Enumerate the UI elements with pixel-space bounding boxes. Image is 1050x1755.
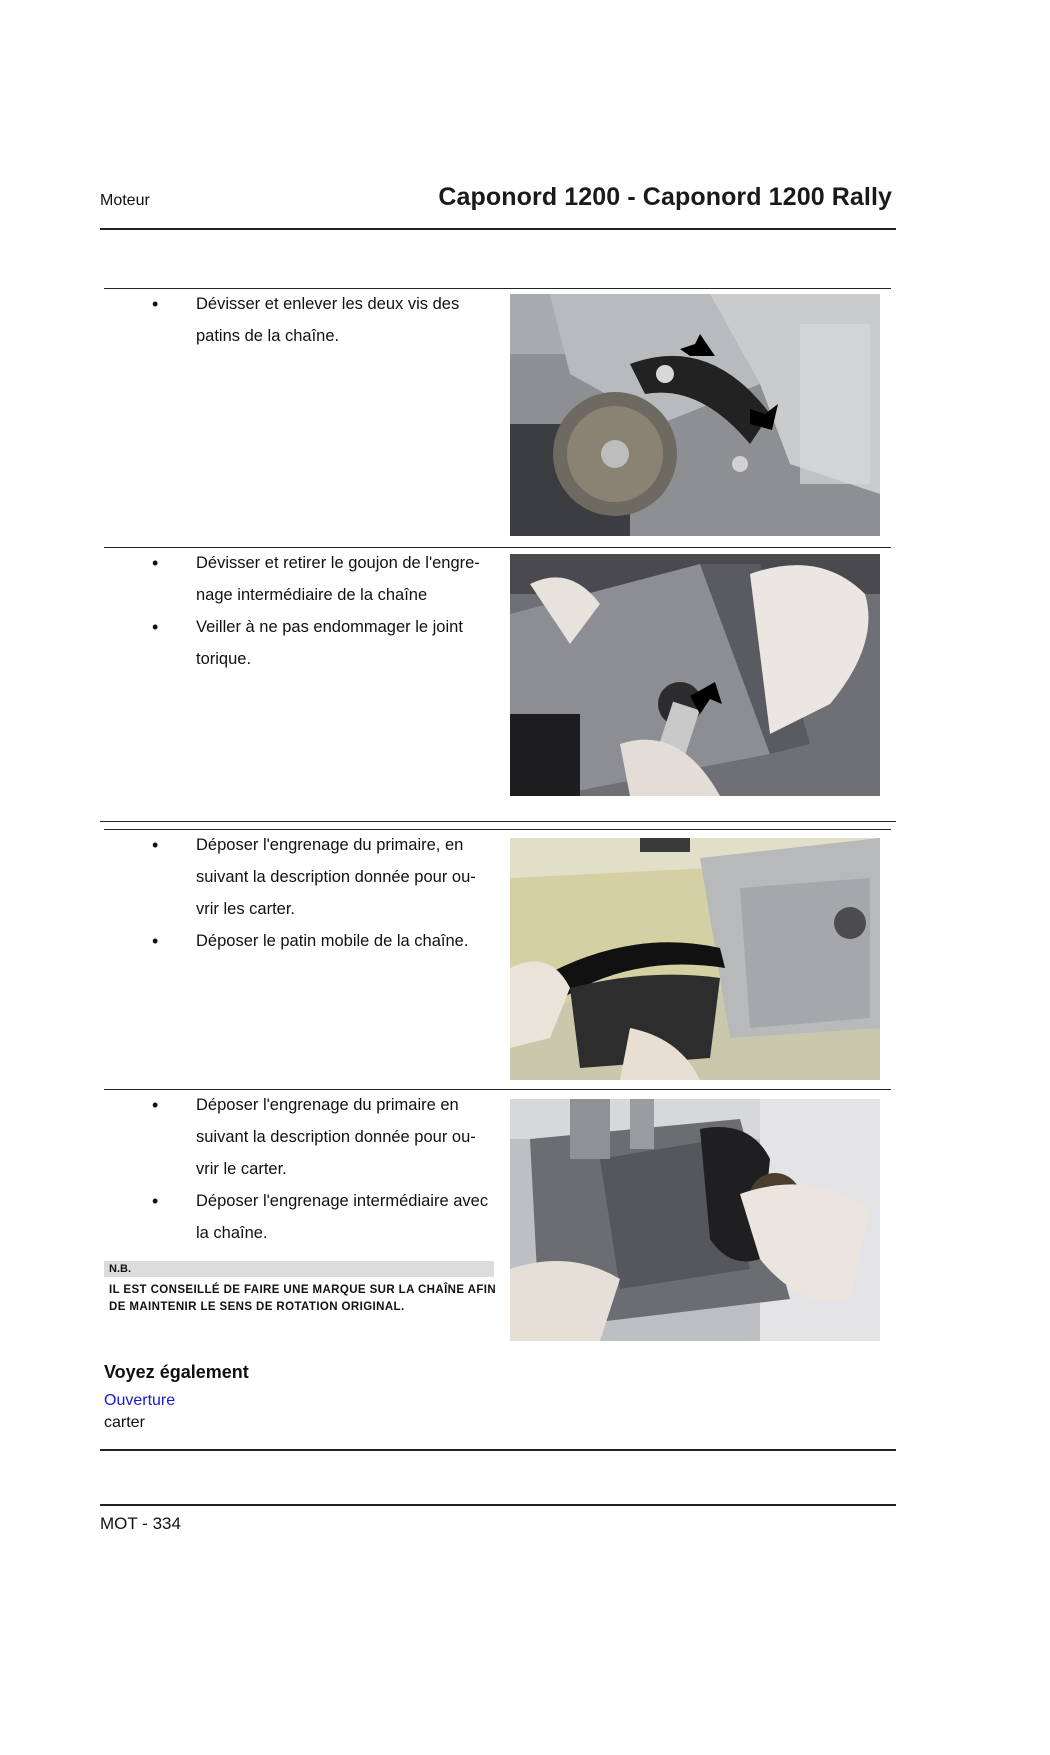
step-bullet: • Déposer l'engrenage du primaire, en suivant la description donnée pour ou-vrir les carter.: [104, 829, 496, 925]
step-2-text: [104, 547, 496, 675]
photo-mobile-chain-shoe: [510, 838, 880, 1080]
step-1-text: [104, 288, 496, 352]
step-bullet: • Dévisser et retirer le goujon de l'engre-nage intermédiaire de la chaîne: [104, 547, 496, 611]
see-also-link-continuation: carter: [104, 1414, 145, 1431]
step-3-text: [104, 829, 496, 957]
step-4-text: [104, 1089, 496, 1249]
photo-chain-shoe-screws: [510, 294, 880, 536]
header-rule: [100, 228, 896, 230]
note-text: IL EST CONSEILLÉ DE FAIRE UNE MARQUE SUR LA CHAÎNE AFIN DE MAINTENIR LE SENS DE ROTATION ORIGINAL.: [109, 1284, 497, 1313]
footer-rule: [100, 1504, 896, 1506]
step-bullet: • Déposer l'engrenage du primaire en suivant la description donnée pour ou-vrir le carter.: [104, 1089, 496, 1185]
see-also-heading: Voyez également: [104, 1362, 249, 1382]
document-title: Caponord 1200 - Caponord 1200 Rally: [438, 183, 892, 211]
step-bullet: • Déposer l'engrenage intermédiaire avec la chaîne.: [104, 1185, 496, 1249]
step-bullet: • Dévisser et enlever les deux vis des patins de la chaîne.: [104, 288, 496, 352]
content-end-rule: [100, 1449, 896, 1451]
photo-idler-gear-with-chain: [510, 1099, 880, 1341]
section-name: Moteur: [100, 192, 150, 209]
step-divider: [100, 821, 896, 822]
step-bullet: • Déposer le patin mobile de la chaîne.: [104, 925, 496, 957]
page-number: MOT - 334: [100, 1514, 181, 1533]
photo-idler-gear-stud: [510, 554, 880, 796]
step-bullet: • Veiller à ne pas endommager le joint torique.: [104, 611, 496, 675]
see-also-link[interactable]: Ouverture: [104, 1392, 176, 1409]
note-label: N.B.: [104, 1261, 494, 1277]
